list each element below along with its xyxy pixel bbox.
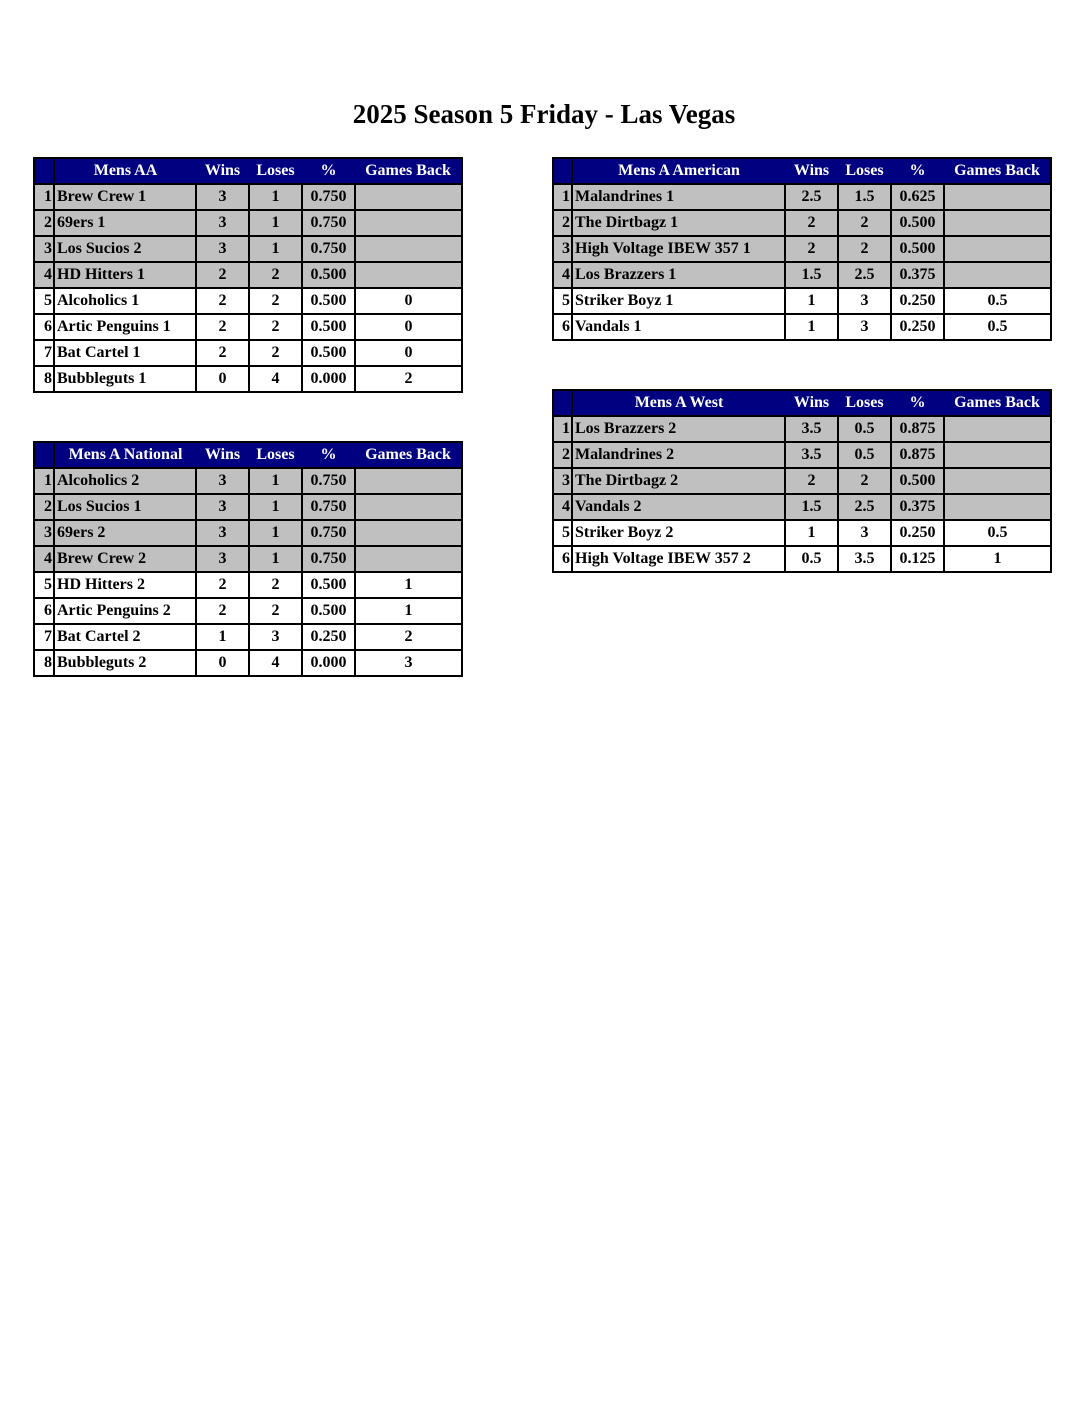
table-row bbox=[34, 184, 462, 210]
team-name-cell: Los Brazzers 2 bbox=[572, 416, 785, 442]
table-row bbox=[553, 546, 1051, 572]
rank-cell: 6 bbox=[553, 546, 572, 572]
table-row bbox=[34, 262, 462, 288]
standings-table-mens-a-west bbox=[552, 389, 1052, 573]
pct-header: % bbox=[302, 442, 355, 468]
team-name-cell: Brew Crew 2 bbox=[54, 546, 196, 572]
team-name-cell: Malandrines 1 bbox=[572, 184, 785, 210]
games-back-cell bbox=[944, 468, 1051, 494]
pct-cell: 0.500 bbox=[302, 288, 355, 314]
table-header-row bbox=[34, 442, 462, 468]
team-name-cell: Striker Boyz 1 bbox=[572, 288, 785, 314]
games-back-cell: 0 bbox=[355, 314, 462, 340]
games-back-cell bbox=[944, 262, 1051, 288]
pct-header: % bbox=[891, 390, 944, 416]
pct-cell: 0.000 bbox=[302, 366, 355, 392]
pct-cell: 0.500 bbox=[302, 262, 355, 288]
table-row bbox=[553, 184, 1051, 210]
rank-cell: 1 bbox=[34, 184, 54, 210]
pct-cell: 0.750 bbox=[302, 494, 355, 520]
games-back-cell: 0.5 bbox=[944, 314, 1051, 340]
team-name-cell: Alcoholics 2 bbox=[54, 468, 196, 494]
pct-cell: 0.750 bbox=[302, 468, 355, 494]
pct-cell: 0.500 bbox=[302, 598, 355, 624]
pct-header: % bbox=[891, 158, 944, 184]
division-name: Mens A West bbox=[572, 390, 785, 416]
standings-table-mens-a-national bbox=[33, 441, 463, 677]
team-name-cell: Malandrines 2 bbox=[572, 442, 785, 468]
table-row bbox=[34, 340, 462, 366]
pct-cell: 0.750 bbox=[302, 210, 355, 236]
rank-header bbox=[553, 158, 572, 184]
games-back-header: Games Back bbox=[355, 442, 462, 468]
table-row bbox=[34, 598, 462, 624]
pct-cell: 0.250 bbox=[302, 624, 355, 650]
pct-cell: 0.750 bbox=[302, 546, 355, 572]
team-name-cell: Brew Crew 1 bbox=[54, 184, 196, 210]
pct-cell: 0.500 bbox=[891, 468, 944, 494]
loses-cell: 1 bbox=[249, 210, 302, 236]
loses-header: Loses bbox=[838, 390, 891, 416]
standings-table-mens-aa bbox=[33, 157, 463, 393]
rank-cell: 4 bbox=[553, 262, 572, 288]
rank-cell: 6 bbox=[34, 314, 54, 340]
rank-cell: 2 bbox=[34, 210, 54, 236]
wins-cell: 2 bbox=[196, 288, 249, 314]
wins-cell: 1 bbox=[785, 520, 838, 546]
table-row bbox=[34, 650, 462, 676]
table-row bbox=[34, 210, 462, 236]
division-name: Mens AA bbox=[54, 158, 196, 184]
pct-cell: 0.500 bbox=[302, 340, 355, 366]
team-name-cell: Artic Penguins 2 bbox=[54, 598, 196, 624]
loses-cell: 2 bbox=[249, 288, 302, 314]
team-name-cell: Bubbleguts 2 bbox=[54, 650, 196, 676]
loses-cell: 2 bbox=[249, 314, 302, 340]
wins-cell: 1.5 bbox=[785, 494, 838, 520]
rank-cell: 6 bbox=[553, 314, 572, 340]
wins-cell: 3 bbox=[196, 236, 249, 262]
rank-cell: 4 bbox=[34, 546, 54, 572]
team-name-cell: Los Brazzers 1 bbox=[572, 262, 785, 288]
wins-header: Wins bbox=[785, 158, 838, 184]
wins-cell: 1 bbox=[785, 314, 838, 340]
table-row bbox=[34, 546, 462, 572]
table-row bbox=[553, 494, 1051, 520]
loses-cell: 0.5 bbox=[838, 416, 891, 442]
table-row bbox=[553, 468, 1051, 494]
loses-cell: 0.5 bbox=[838, 442, 891, 468]
wins-cell: 2 bbox=[785, 210, 838, 236]
loses-cell: 4 bbox=[249, 366, 302, 392]
pct-cell: 0.500 bbox=[891, 210, 944, 236]
team-name-cell: Artic Penguins 1 bbox=[54, 314, 196, 340]
loses-cell: 2 bbox=[838, 236, 891, 262]
table-header-row bbox=[553, 158, 1051, 184]
wins-cell: 0 bbox=[196, 650, 249, 676]
rank-cell: 2 bbox=[553, 210, 572, 236]
games-back-cell bbox=[355, 184, 462, 210]
loses-cell: 3 bbox=[838, 288, 891, 314]
wins-cell: 1 bbox=[785, 288, 838, 314]
team-name-cell: HD Hitters 2 bbox=[54, 572, 196, 598]
rank-cell: 5 bbox=[34, 288, 54, 314]
team-name-cell: The Dirtbagz 2 bbox=[572, 468, 785, 494]
table-row bbox=[553, 288, 1051, 314]
loses-cell: 2 bbox=[249, 262, 302, 288]
loses-cell: 2 bbox=[249, 572, 302, 598]
games-back-cell bbox=[944, 236, 1051, 262]
rank-header bbox=[553, 390, 572, 416]
table-row bbox=[553, 210, 1051, 236]
wins-cell: 2 bbox=[196, 340, 249, 366]
rank-cell: 3 bbox=[553, 236, 572, 262]
rank-cell: 6 bbox=[34, 598, 54, 624]
loses-cell: 2.5 bbox=[838, 262, 891, 288]
pct-cell: 0.375 bbox=[891, 262, 944, 288]
wins-header: Wins bbox=[785, 390, 838, 416]
loses-cell: 3.5 bbox=[838, 546, 891, 572]
pct-cell: 0.250 bbox=[891, 520, 944, 546]
games-back-cell: 1 bbox=[355, 598, 462, 624]
rank-cell: 5 bbox=[553, 520, 572, 546]
team-name-cell: Bubbleguts 1 bbox=[54, 366, 196, 392]
games-back-cell: 1 bbox=[944, 546, 1051, 572]
pct-cell: 0.000 bbox=[302, 650, 355, 676]
loses-cell: 2 bbox=[838, 210, 891, 236]
rank-cell: 7 bbox=[34, 624, 54, 650]
games-back-header: Games Back bbox=[944, 158, 1051, 184]
loses-cell: 1 bbox=[249, 236, 302, 262]
pct-cell: 0.750 bbox=[302, 520, 355, 546]
pct-cell: 0.500 bbox=[891, 236, 944, 262]
pct-cell: 0.250 bbox=[891, 288, 944, 314]
loses-header: Loses bbox=[249, 158, 302, 184]
wins-cell: 2 bbox=[785, 468, 838, 494]
games-back-cell bbox=[944, 494, 1051, 520]
wins-cell: 2.5 bbox=[785, 184, 838, 210]
rank-cell: 5 bbox=[553, 288, 572, 314]
games-back-cell: 0.5 bbox=[944, 288, 1051, 314]
table-row bbox=[34, 468, 462, 494]
table-row bbox=[34, 314, 462, 340]
loses-cell: 2 bbox=[249, 340, 302, 366]
games-back-cell bbox=[355, 546, 462, 572]
pct-cell: 0.750 bbox=[302, 184, 355, 210]
table-row bbox=[553, 314, 1051, 340]
table-row bbox=[553, 520, 1051, 546]
loses-header: Loses bbox=[249, 442, 302, 468]
team-name-cell: Alcoholics 1 bbox=[54, 288, 196, 314]
loses-cell: 3 bbox=[838, 314, 891, 340]
games-back-cell: 0 bbox=[355, 288, 462, 314]
wins-cell: 3 bbox=[196, 546, 249, 572]
games-back-cell: 3 bbox=[355, 650, 462, 676]
wins-cell: 2 bbox=[196, 598, 249, 624]
wins-cell: 3 bbox=[196, 210, 249, 236]
wins-cell: 3.5 bbox=[785, 442, 838, 468]
wins-cell: 1.5 bbox=[785, 262, 838, 288]
wins-cell: 0.5 bbox=[785, 546, 838, 572]
loses-cell: 2.5 bbox=[838, 494, 891, 520]
games-back-cell bbox=[355, 520, 462, 546]
table-header-row bbox=[553, 390, 1051, 416]
loses-cell: 3 bbox=[249, 624, 302, 650]
loses-cell: 3 bbox=[838, 520, 891, 546]
rank-header bbox=[34, 442, 54, 468]
rank-cell: 7 bbox=[34, 340, 54, 366]
games-back-cell bbox=[355, 210, 462, 236]
table-row bbox=[34, 520, 462, 546]
team-name-cell: 69ers 2 bbox=[54, 520, 196, 546]
pct-cell: 0.875 bbox=[891, 442, 944, 468]
table-row bbox=[34, 236, 462, 262]
rank-header bbox=[34, 158, 54, 184]
wins-cell: 3.5 bbox=[785, 416, 838, 442]
team-name-cell: 69ers 1 bbox=[54, 210, 196, 236]
games-back-cell: 0 bbox=[355, 340, 462, 366]
loses-cell: 1 bbox=[249, 468, 302, 494]
pct-cell: 0.500 bbox=[302, 572, 355, 598]
loses-cell: 2 bbox=[249, 598, 302, 624]
wins-cell: 1 bbox=[196, 624, 249, 650]
wins-header: Wins bbox=[196, 158, 249, 184]
team-name-cell: High Voltage IBEW 357 1 bbox=[572, 236, 785, 262]
team-name-cell: Vandals 2 bbox=[572, 494, 785, 520]
pct-cell: 0.875 bbox=[891, 416, 944, 442]
rank-cell: 2 bbox=[553, 442, 572, 468]
team-name-cell: Los Sucios 2 bbox=[54, 236, 196, 262]
loses-cell: 1 bbox=[249, 520, 302, 546]
standings-table-mens-a-american bbox=[552, 157, 1052, 341]
wins-cell: 2 bbox=[196, 262, 249, 288]
games-back-header: Games Back bbox=[355, 158, 462, 184]
games-back-header: Games Back bbox=[944, 390, 1051, 416]
page-title: 2025 Season 5 Friday - Las Vegas bbox=[352, 99, 736, 129]
table-row bbox=[553, 262, 1051, 288]
pct-cell: 0.500 bbox=[302, 314, 355, 340]
pct-header: % bbox=[302, 158, 355, 184]
team-name-cell: Vandals 1 bbox=[572, 314, 785, 340]
table-row bbox=[553, 416, 1051, 442]
team-name-cell: Los Sucios 1 bbox=[54, 494, 196, 520]
table-row bbox=[553, 236, 1051, 262]
team-name-cell: Striker Boyz 2 bbox=[572, 520, 785, 546]
team-name-cell: Bat Cartel 2 bbox=[54, 624, 196, 650]
games-back-cell bbox=[944, 184, 1051, 210]
rank-cell: 3 bbox=[553, 468, 572, 494]
wins-cell: 2 bbox=[196, 314, 249, 340]
games-back-cell bbox=[944, 210, 1051, 236]
pct-cell: 0.250 bbox=[891, 314, 944, 340]
rank-cell: 4 bbox=[34, 262, 54, 288]
games-back-cell bbox=[355, 468, 462, 494]
table-row bbox=[34, 288, 462, 314]
rank-cell: 3 bbox=[34, 236, 54, 262]
games-back-cell: 1 bbox=[355, 572, 462, 598]
rank-cell: 1 bbox=[553, 184, 572, 210]
games-back-cell bbox=[944, 442, 1051, 468]
games-back-cell bbox=[355, 494, 462, 520]
table-row bbox=[34, 366, 462, 392]
division-name: Mens A National bbox=[54, 442, 196, 468]
table-row bbox=[34, 572, 462, 598]
team-name-cell: High Voltage IBEW 357 2 bbox=[572, 546, 785, 572]
games-back-cell: 2 bbox=[355, 624, 462, 650]
rank-cell: 2 bbox=[34, 494, 54, 520]
loses-header: Loses bbox=[838, 158, 891, 184]
games-back-cell: 0.5 bbox=[944, 520, 1051, 546]
rank-cell: 3 bbox=[34, 520, 54, 546]
pct-cell: 0.750 bbox=[302, 236, 355, 262]
rank-cell: 4 bbox=[553, 494, 572, 520]
rank-cell: 8 bbox=[34, 650, 54, 676]
loses-cell: 1.5 bbox=[838, 184, 891, 210]
pct-cell: 0.625 bbox=[891, 184, 944, 210]
table-row bbox=[34, 494, 462, 520]
loses-cell: 1 bbox=[249, 494, 302, 520]
wins-cell: 2 bbox=[785, 236, 838, 262]
wins-cell: 2 bbox=[196, 572, 249, 598]
wins-cell: 0 bbox=[196, 366, 249, 392]
rank-cell: 1 bbox=[34, 468, 54, 494]
loses-cell: 4 bbox=[249, 650, 302, 676]
rank-cell: 5 bbox=[34, 572, 54, 598]
games-back-cell: 2 bbox=[355, 366, 462, 392]
team-name-cell: Bat Cartel 1 bbox=[54, 340, 196, 366]
rank-cell: 8 bbox=[34, 366, 54, 392]
team-name-cell: The Dirtbagz 1 bbox=[572, 210, 785, 236]
wins-cell: 3 bbox=[196, 494, 249, 520]
pct-cell: 0.125 bbox=[891, 546, 944, 572]
games-back-cell bbox=[355, 262, 462, 288]
wins-cell: 3 bbox=[196, 184, 249, 210]
loses-cell: 1 bbox=[249, 546, 302, 572]
wins-header: Wins bbox=[196, 442, 249, 468]
wins-cell: 3 bbox=[196, 468, 249, 494]
table-header-row bbox=[34, 158, 462, 184]
team-name-cell: HD Hitters 1 bbox=[54, 262, 196, 288]
table-row bbox=[34, 624, 462, 650]
table-row bbox=[553, 442, 1051, 468]
loses-cell: 2 bbox=[838, 468, 891, 494]
division-name: Mens A American bbox=[572, 158, 785, 184]
games-back-cell bbox=[355, 236, 462, 262]
wins-cell: 3 bbox=[196, 520, 249, 546]
games-back-cell bbox=[944, 416, 1051, 442]
rank-cell: 1 bbox=[553, 416, 572, 442]
pct-cell: 0.375 bbox=[891, 494, 944, 520]
loses-cell: 1 bbox=[249, 184, 302, 210]
